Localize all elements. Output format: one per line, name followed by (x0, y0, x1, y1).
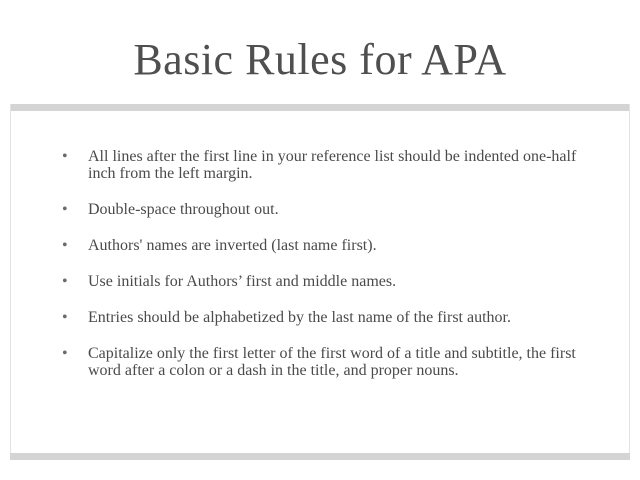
bullet-item-5 (60, 309, 580, 326)
bullet-text: Authors' names are inverted (last name first). (88, 237, 377, 254)
frame-right-border (629, 104, 630, 460)
bullet-text: All lines after the first line in your reference list should be indented one-half inch from the left margin. (88, 148, 577, 182)
bullet-item-4 (60, 273, 580, 290)
bullet-text: Use initials for Authors’ first and middle names. (88, 273, 397, 290)
bullet-text: Capitalize only the first letter of the first word of a title and subtitle, the first word after a colon or a dash in the title, and proper nouns. (88, 345, 576, 379)
bullet-item-3 (60, 237, 580, 254)
bullet-icon: • (62, 345, 68, 362)
bullet-icon: • (62, 237, 68, 254)
bullet-item-2 (60, 201, 580, 218)
bullet-item-1 (60, 148, 580, 182)
bullet-icon: • (62, 273, 68, 290)
bullet-list (60, 148, 580, 398)
bullet-text: Entries should be alphabetized by the last name of the first author. (88, 309, 511, 326)
frame-left-border (10, 104, 11, 460)
bullet-icon: • (62, 148, 68, 165)
slide-title: Basic Rules for APA (133, 35, 507, 84)
bottom-divider (10, 453, 630, 460)
title-divider (10, 104, 630, 111)
bullet-icon: • (62, 309, 68, 326)
bullet-icon: • (62, 201, 68, 218)
bullet-item-6 (60, 345, 580, 379)
bullet-text: Double-space throughout out. (88, 201, 279, 218)
